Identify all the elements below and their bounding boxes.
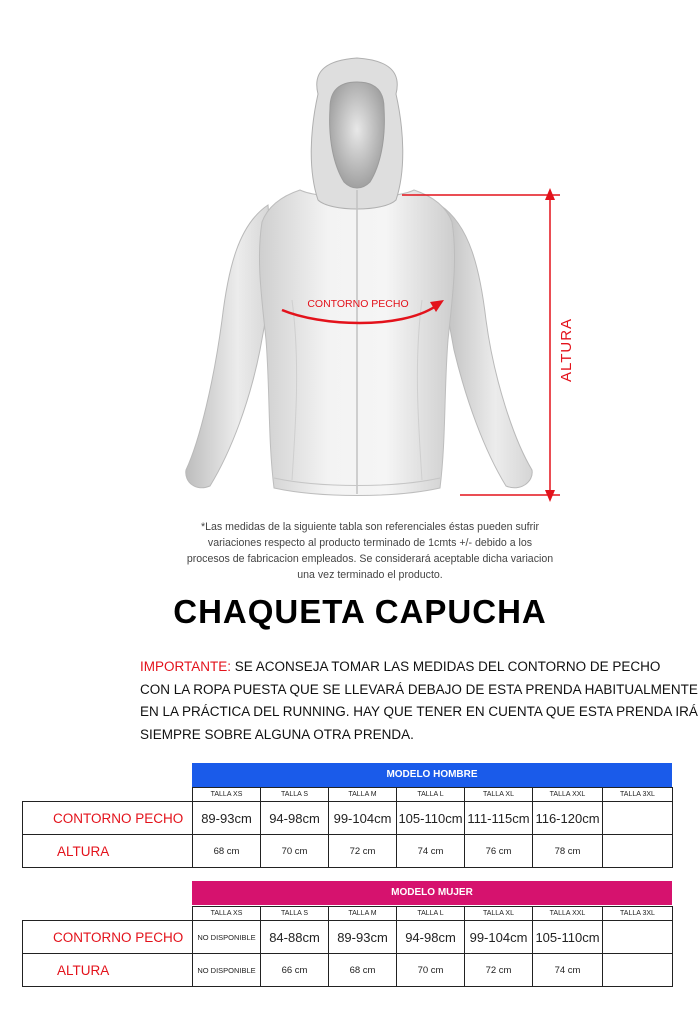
size-header: TALLA XXL bbox=[533, 907, 603, 921]
table-cell: 72 cm bbox=[465, 954, 533, 987]
note-text: SE ACONSEJA TOMAR LAS MEDIDAS DEL CONTORNO DE PECHO bbox=[231, 659, 661, 674]
women-chest-row bbox=[23, 921, 673, 954]
women-size-header-row bbox=[23, 907, 673, 921]
left-sleeve bbox=[186, 205, 272, 488]
table-cell: 68 cm bbox=[329, 954, 397, 987]
size-header: TALLA XL bbox=[465, 788, 533, 802]
table-cell: 72 cm bbox=[329, 835, 397, 868]
size-header: TALLA XS bbox=[193, 788, 261, 802]
note-line: EN LA PRÁCTICA DEL RUNNING. HAY QUE TENER EN CUENTA QUE ESTA PRENDA IRÁ bbox=[140, 704, 698, 719]
table-cell: 70 cm bbox=[261, 835, 329, 868]
row-label: ALTURA bbox=[23, 835, 193, 868]
table-cell: 84-88cm bbox=[261, 921, 329, 954]
row-label: ALTURA bbox=[23, 954, 193, 987]
size-header: TALLA XS bbox=[193, 907, 261, 921]
table-cell: 99-104cm bbox=[329, 802, 397, 835]
size-header: TALLA L bbox=[397, 907, 465, 921]
size-header: TALLA M bbox=[329, 788, 397, 802]
table-cell: 94-98cm bbox=[261, 802, 329, 835]
men-height-row bbox=[23, 835, 673, 868]
size-header: TALLA XL bbox=[465, 907, 533, 921]
table-cell bbox=[603, 835, 673, 868]
height-label: ALTURA bbox=[558, 317, 575, 383]
table-cell: 105-110cm bbox=[397, 802, 465, 835]
size-header: TALLA XXL bbox=[533, 788, 603, 802]
table-cell: 89-93cm bbox=[193, 802, 261, 835]
table-cell: 89-93cm bbox=[329, 921, 397, 954]
table-cell: 105-110cm bbox=[533, 921, 603, 954]
chest-label: CONTORNO PECHO bbox=[307, 298, 409, 310]
hoodie-illustration bbox=[0, 0, 698, 510]
table-cell: 76 cm bbox=[465, 835, 533, 868]
table-cell: 99-104cm bbox=[465, 921, 533, 954]
men-model-header: MODELO HOMBRE bbox=[192, 763, 672, 787]
table-cell: NO DISPONIBLE bbox=[193, 954, 261, 987]
men-size-table bbox=[22, 787, 673, 868]
important-note bbox=[140, 656, 698, 746]
men-chest-row bbox=[23, 802, 673, 835]
size-header: TALLA L bbox=[397, 788, 465, 802]
note-line bbox=[140, 656, 698, 679]
table-cell: 78 cm bbox=[533, 835, 603, 868]
table-cell bbox=[603, 954, 673, 987]
men-size-header-row bbox=[23, 788, 673, 802]
table-cell: 66 cm bbox=[261, 954, 329, 987]
disclaimer-line: *Las medidas de la siguiente tabla son referenciales éstas pueden sufrir bbox=[200, 521, 540, 533]
table-cell: NO DISPONIBLE bbox=[193, 921, 261, 954]
disclaimer-line: variaciones respecto al producto terminado de 1cmts +/- debido a los bbox=[207, 537, 533, 549]
table-cell: 94-98cm bbox=[397, 921, 465, 954]
note-line: CON LA ROPA PUESTA QUE SE LLEVARÁ DEBAJO DE ESTA PRENDA HABITUALMENTE bbox=[140, 681, 698, 697]
table-cell: 68 cm bbox=[193, 835, 261, 868]
women-size-table bbox=[22, 906, 673, 987]
disclaimer-line: una vez terminado el producto. bbox=[297, 569, 443, 581]
important-label: IMPORTANTE: bbox=[140, 659, 232, 674]
size-header: TALLA 3XL bbox=[603, 907, 673, 921]
row-label: CONTORNO PECHO bbox=[23, 921, 193, 954]
row-label: CONTORNO PECHO bbox=[23, 802, 193, 835]
disclaimer-line: procesos de fabricacion empleados. Se considerará aceptable dicha variacion bbox=[186, 553, 554, 565]
table-cell: 74 cm bbox=[397, 835, 465, 868]
table-cell: 116-120cm bbox=[533, 802, 603, 835]
size-header: TALLA S bbox=[261, 788, 329, 802]
table-cell bbox=[603, 802, 673, 835]
page-title: CHAQUETA CAPUCHA bbox=[173, 593, 547, 630]
women-height-row bbox=[23, 954, 673, 987]
table-cell bbox=[603, 921, 673, 954]
table-cell: 74 cm bbox=[533, 954, 603, 987]
size-header: TALLA M bbox=[329, 907, 397, 921]
size-header: TALLA S bbox=[261, 907, 329, 921]
disclaimer bbox=[150, 519, 590, 583]
table-cell: 70 cm bbox=[397, 954, 465, 987]
women-model-header: MODELO MUJER bbox=[192, 881, 672, 905]
table-cell: 111-115cm bbox=[465, 802, 533, 835]
note-line: SIEMPRE SOBRE ALGUNA OTRA PRENDA. bbox=[140, 726, 414, 742]
size-header: TALLA 3XL bbox=[603, 788, 673, 802]
